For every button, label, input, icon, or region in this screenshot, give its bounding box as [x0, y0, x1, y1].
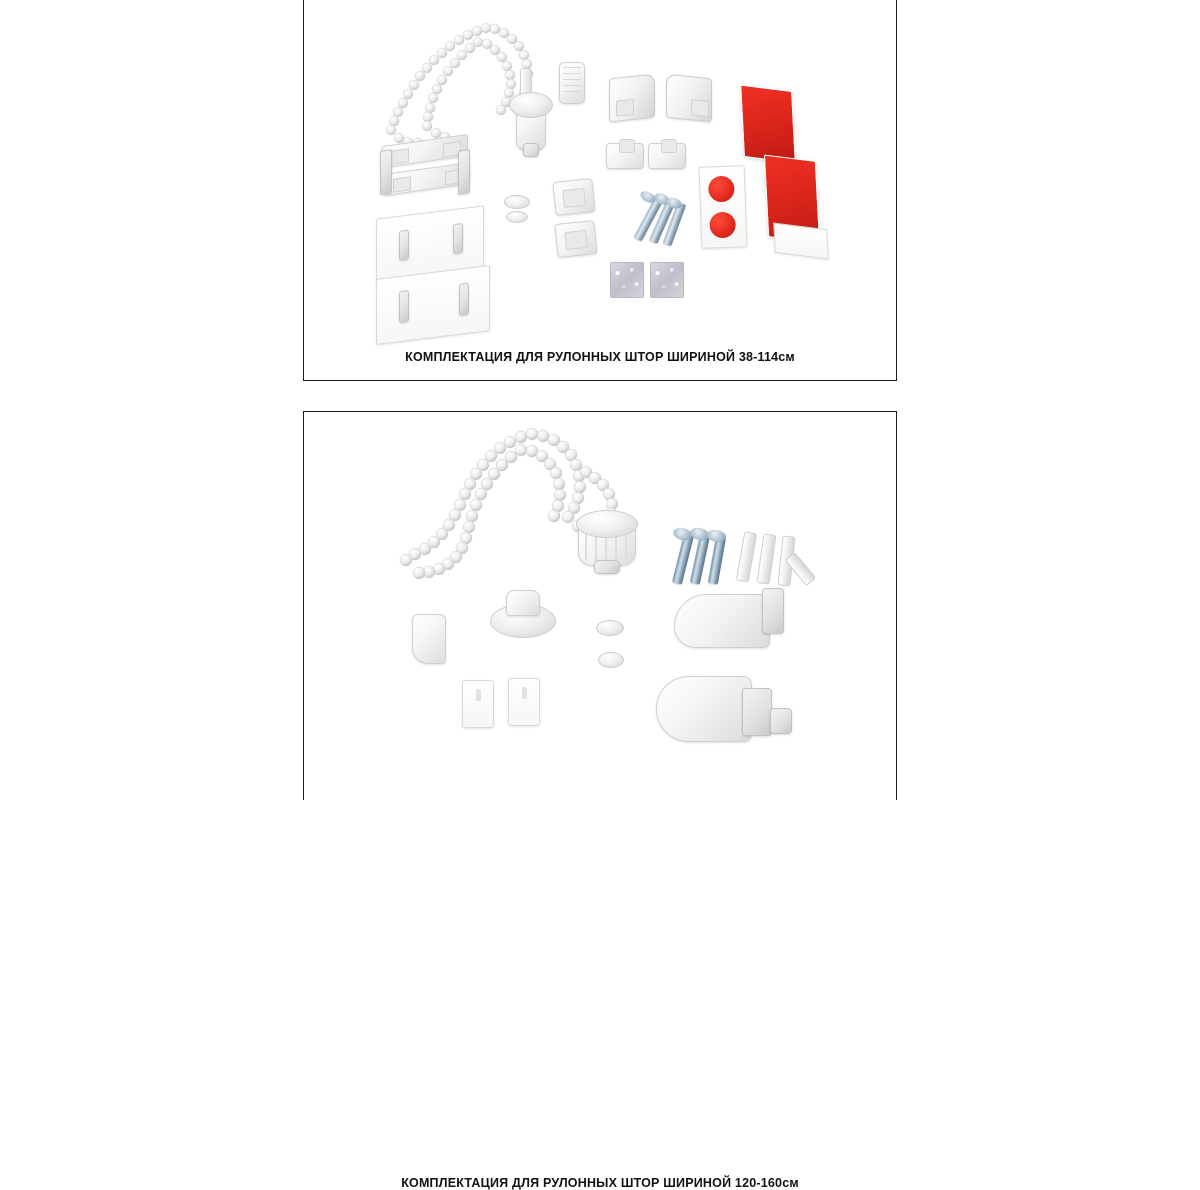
plastic-corner-b [554, 220, 597, 258]
side-bracket-lower [656, 676, 752, 742]
side-bracket-upper-tab [762, 588, 784, 634]
chain-control-unit-shaft [523, 143, 539, 157]
chain-holder-post-a [380, 149, 392, 195]
plate-lower-hook-2 [459, 283, 469, 316]
caption-kit-38-114: КОМПЛЕКТАЦИЯ ДЛЯ РУЛОННЫХ ШТОР ШИРИНОЙ 38-114см [405, 350, 795, 364]
chain-control-unit-large-shaft [594, 560, 620, 574]
small-washer-b [506, 211, 528, 223]
metal-weight-square-right [650, 262, 684, 298]
kit-panel-120-160 [303, 411, 897, 1190]
red-adhesive-tape-upper [740, 84, 796, 163]
red-dot-upper [708, 176, 735, 203]
white-pad-with-red-dot [699, 165, 748, 249]
plate-upper-hook [399, 230, 409, 261]
chain-control-unit-top-flange [509, 92, 553, 118]
plate-lower-hook [399, 290, 409, 323]
roller-end-plug [559, 62, 585, 104]
wall-bracket-left [609, 74, 655, 123]
washer-lower [598, 652, 624, 668]
small-bracket-left [412, 614, 446, 664]
rectangular-spacer-left [462, 680, 494, 728]
side-bracket-lower-foot [770, 708, 792, 734]
roller-end-cap-body [506, 590, 540, 616]
red-dot-lower [709, 212, 736, 239]
dowel-1 [736, 531, 757, 582]
side-bracket-upper [674, 594, 770, 648]
wall-bracket-right [666, 74, 712, 123]
rectangular-spacer-right [508, 678, 540, 726]
adhesive-tape-backing [773, 223, 828, 260]
chain-holder-post-b [458, 149, 470, 195]
kit-panel-38-114 [303, 0, 897, 381]
parts-stage-top [304, 0, 896, 380]
parts-stage-bottom [304, 412, 896, 800]
plastic-corner-a [552, 178, 595, 216]
screw-large-2 [690, 534, 710, 585]
small-washer-a [504, 195, 530, 209]
panel-divider [0, 381, 1200, 411]
dowel-2 [757, 533, 777, 584]
screw-large-3 [708, 535, 726, 584]
plate-upper-hook-2 [453, 223, 463, 254]
caption-kit-120-160: КОМПЛЕКТАЦИЯ ДЛЯ РУЛОННЫХ ШТОР ШИРИНОЙ 120-160см [401, 1176, 799, 1190]
side-bracket-lower-tab [742, 688, 772, 736]
washer-upper [596, 620, 624, 636]
mounting-clip-right [648, 143, 686, 169]
chain-control-unit-large-top [576, 510, 638, 538]
white-mounting-plate-lower [376, 265, 490, 345]
mounting-clip-left [606, 143, 644, 169]
metal-weight-square-left [610, 262, 644, 298]
